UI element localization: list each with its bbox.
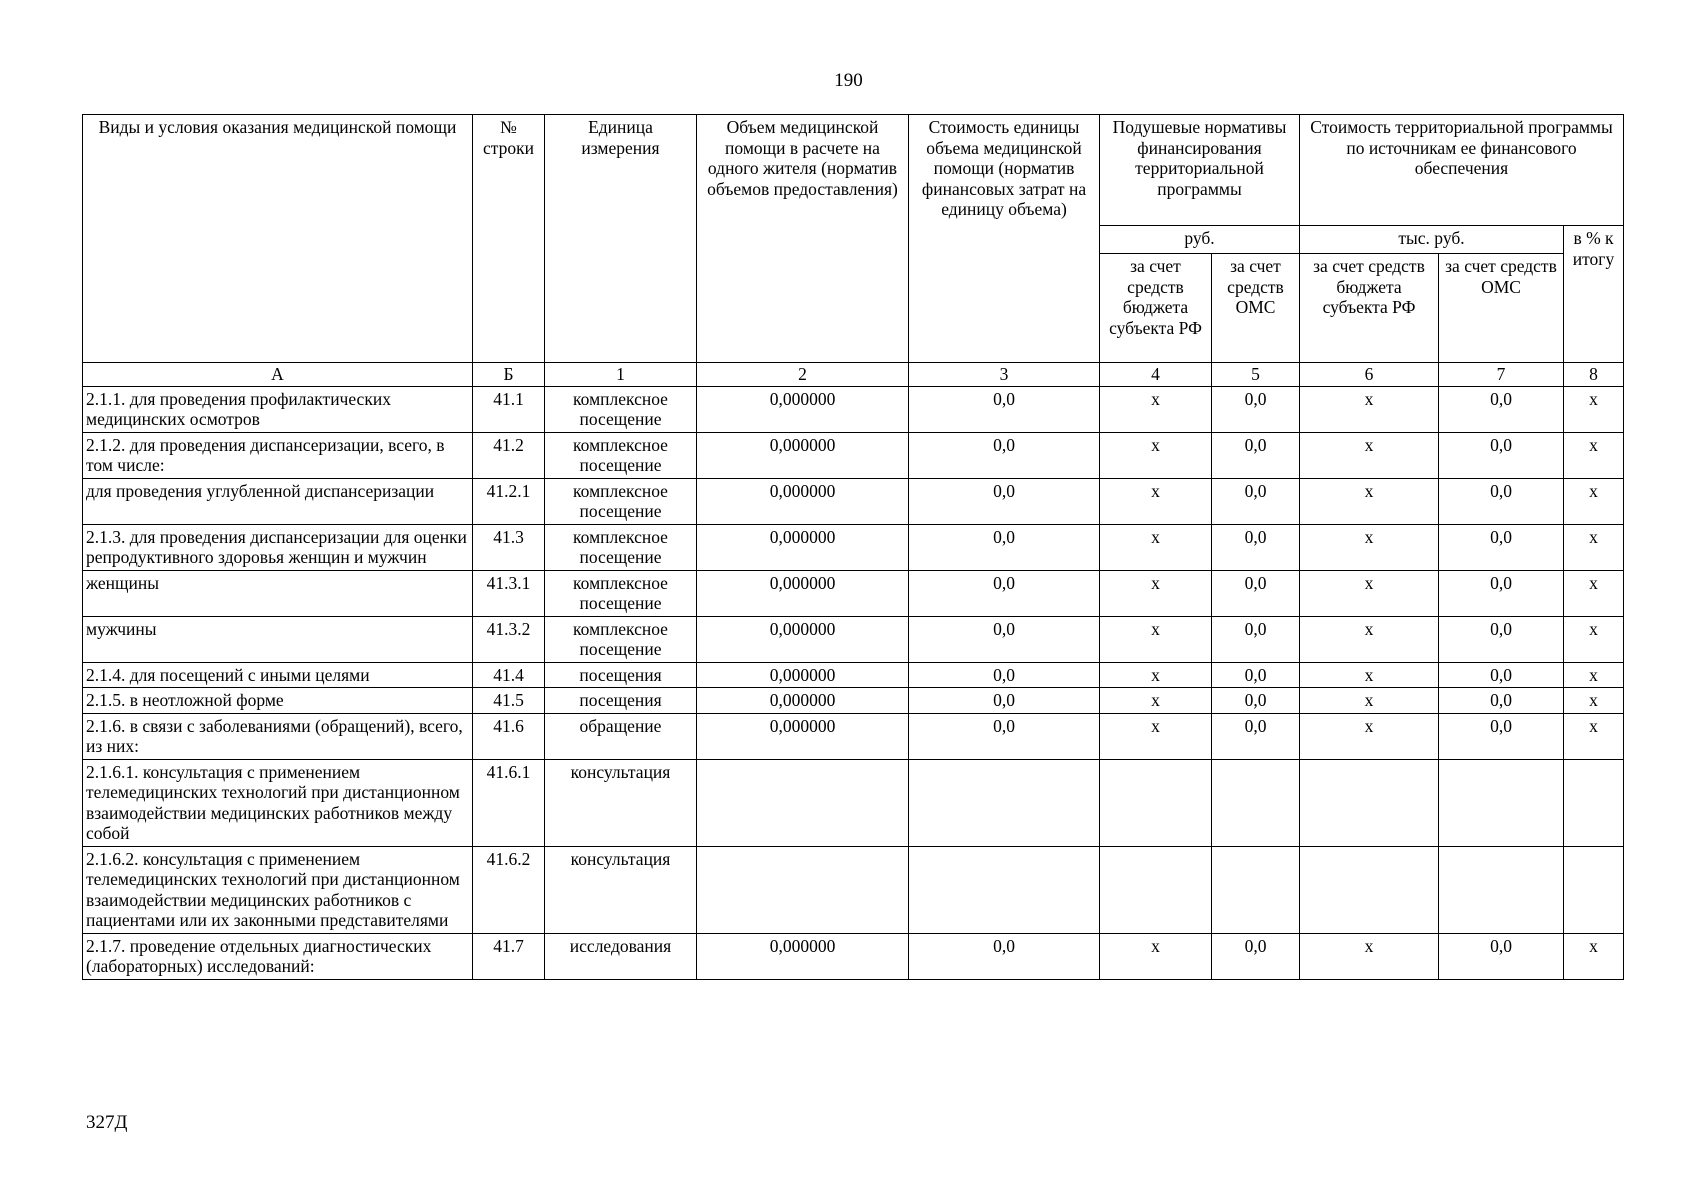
percent-of-total-cell: x bbox=[1564, 570, 1624, 616]
header-group-per-capita: Подушевые нормативы финансирования территориальной программы bbox=[1100, 115, 1300, 226]
oms-per-capita-cell: 0,0 bbox=[1212, 662, 1300, 688]
volume-norm-cell bbox=[697, 759, 909, 846]
oms-per-capita-cell: 0,0 bbox=[1212, 570, 1300, 616]
column-number: 5 bbox=[1212, 363, 1300, 387]
percent-of-total-cell: x bbox=[1564, 688, 1624, 714]
budget-cost-cell: x bbox=[1300, 713, 1439, 759]
table-row bbox=[83, 570, 1624, 616]
volume-norm-cell: 0,000000 bbox=[697, 478, 909, 524]
unit-cost-cell: 0,0 bbox=[909, 688, 1100, 714]
header-col-7: за счет средств ОМС bbox=[1439, 254, 1564, 363]
budget-cost-cell: x bbox=[1300, 616, 1439, 662]
oms-cost-cell: 0,0 bbox=[1439, 570, 1564, 616]
row-number-cell: 41.7 bbox=[473, 933, 545, 979]
column-number-row bbox=[83, 363, 1624, 387]
table-body bbox=[83, 363, 1624, 980]
unit-cost-cell: 0,0 bbox=[909, 713, 1100, 759]
header-col-3: Стоимость единицы объема медицинской помощи (норматив финансовых затрат на единицу объема) bbox=[909, 115, 1100, 363]
unit-cost-cell: 0,0 bbox=[909, 524, 1100, 570]
header-col-1: Единица измерения bbox=[545, 115, 697, 363]
budget-per-capita-cell: x bbox=[1100, 616, 1212, 662]
row-name-cell: для проведения углубленной диспансеризации bbox=[83, 478, 473, 524]
oms-per-capita-cell: 0,0 bbox=[1212, 933, 1300, 979]
unit-cost-cell: 0,0 bbox=[909, 478, 1100, 524]
budget-per-capita-cell: x bbox=[1100, 524, 1212, 570]
row-number-cell: 41.2.1 bbox=[473, 478, 545, 524]
row-number-cell: 41.3 bbox=[473, 524, 545, 570]
row-name-cell: 2.1.4. для посещений с иными целями bbox=[83, 662, 473, 688]
volume-norm-cell: 0,000000 bbox=[697, 662, 909, 688]
header-group-cost: Стоимость территориальной программы по источникам ее финансового обеспечения bbox=[1300, 115, 1624, 226]
oms-cost-cell: 0,0 bbox=[1439, 933, 1564, 979]
table-row bbox=[83, 759, 1624, 846]
budget-cost-cell bbox=[1300, 846, 1439, 933]
table-row bbox=[83, 713, 1624, 759]
row-name-cell: 2.1.7. проведение отдельных диагностических (лабораторных) исследований: bbox=[83, 933, 473, 979]
row-name-cell: 2.1.3. для проведения диспансеризации для оценки репродуктивного здоровья женщин и мужчин bbox=[83, 524, 473, 570]
row-number-cell: 41.6.1 bbox=[473, 759, 545, 846]
page-number: 190 bbox=[834, 70, 863, 91]
table-row bbox=[83, 478, 1624, 524]
column-number: Б bbox=[473, 363, 545, 387]
oms-cost-cell bbox=[1439, 759, 1564, 846]
row-number-cell: 41.6.2 bbox=[473, 846, 545, 933]
budget-cost-cell: x bbox=[1300, 570, 1439, 616]
column-number: А bbox=[83, 363, 473, 387]
unit-cell: комплексное посещение bbox=[545, 570, 697, 616]
row-name-cell: 2.1.6. в связи с заболеваниями (обращений), всего, из них: bbox=[83, 713, 473, 759]
oms-cost-cell bbox=[1439, 846, 1564, 933]
oms-cost-cell: 0,0 bbox=[1439, 478, 1564, 524]
oms-per-capita-cell bbox=[1212, 846, 1300, 933]
budget-cost-cell: x bbox=[1300, 688, 1439, 714]
header-col-5: за счет средств ОМС bbox=[1212, 254, 1300, 363]
unit-cell: консультация bbox=[545, 846, 697, 933]
budget-per-capita-cell: x bbox=[1100, 713, 1212, 759]
unit-cell: посещения bbox=[545, 688, 697, 714]
unit-cost-cell bbox=[909, 846, 1100, 933]
column-number: 1 bbox=[545, 363, 697, 387]
unit-cell: посещения bbox=[545, 662, 697, 688]
budget-cost-cell: x bbox=[1300, 478, 1439, 524]
volume-norm-cell: 0,000000 bbox=[697, 713, 909, 759]
table-row bbox=[83, 688, 1624, 714]
unit-cell: комплексное посещение bbox=[545, 478, 697, 524]
volume-norm-cell: 0,000000 bbox=[697, 524, 909, 570]
header-col-8: в % к итогу bbox=[1564, 226, 1624, 363]
oms-cost-cell: 0,0 bbox=[1439, 662, 1564, 688]
percent-of-total-cell bbox=[1564, 759, 1624, 846]
unit-cost-cell: 0,0 bbox=[909, 933, 1100, 979]
row-name-cell: 2.1.2. для проведения диспансеризации, всего, в том числе: bbox=[83, 432, 473, 478]
column-number: 3 bbox=[909, 363, 1100, 387]
footer-code: 327Д bbox=[86, 1112, 128, 1133]
percent-of-total-cell: x bbox=[1564, 432, 1624, 478]
volume-norm-cell: 0,000000 bbox=[697, 616, 909, 662]
column-number: 7 bbox=[1439, 363, 1564, 387]
row-number-cell: 41.3.2 bbox=[473, 616, 545, 662]
budget-cost-cell bbox=[1300, 759, 1439, 846]
row-name-cell: 2.1.5. в неотложной форме bbox=[83, 688, 473, 714]
budget-per-capita-cell: x bbox=[1100, 478, 1212, 524]
budget-cost-cell: x bbox=[1300, 524, 1439, 570]
budget-cost-cell: x bbox=[1300, 933, 1439, 979]
percent-of-total-cell: x bbox=[1564, 933, 1624, 979]
oms-per-capita-cell: 0,0 bbox=[1212, 432, 1300, 478]
unit-cell: исследования bbox=[545, 933, 697, 979]
table-row bbox=[83, 846, 1624, 933]
unit-cost-cell: 0,0 bbox=[909, 432, 1100, 478]
unit-cell: комплексное посещение bbox=[545, 616, 697, 662]
row-number-cell: 41.5 bbox=[473, 688, 545, 714]
volume-norm-cell bbox=[697, 846, 909, 933]
unit-cost-cell bbox=[909, 759, 1100, 846]
volume-norm-cell: 0,000000 bbox=[697, 432, 909, 478]
oms-per-capita-cell: 0,0 bbox=[1212, 478, 1300, 524]
medical-care-table bbox=[82, 114, 1624, 980]
table-row bbox=[83, 616, 1624, 662]
percent-of-total-cell: x bbox=[1564, 713, 1624, 759]
unit-cell: комплексное посещение bbox=[545, 524, 697, 570]
oms-per-capita-cell: 0,0 bbox=[1212, 616, 1300, 662]
table-header bbox=[83, 115, 1624, 363]
row-name-cell: 2.1.6.2. консультация с применением телемедицинских технологий при дистанционном взаимодействии медицинских работников с пациентами или их законными представителями bbox=[83, 846, 473, 933]
row-name-cell: 2.1.1. для проведения профилактических медицинских осмотров bbox=[83, 386, 473, 432]
percent-of-total-cell: x bbox=[1564, 616, 1624, 662]
row-name-cell: женщины bbox=[83, 570, 473, 616]
header-col-2: Объем медицинской помощи в расчете на одного жителя (норматив объемов предоставления) bbox=[697, 115, 909, 363]
budget-cost-cell: x bbox=[1300, 386, 1439, 432]
header-col-b: № строки bbox=[473, 115, 545, 363]
budget-per-capita-cell: x bbox=[1100, 662, 1212, 688]
budget-cost-cell: x bbox=[1300, 432, 1439, 478]
percent-of-total-cell bbox=[1564, 846, 1624, 933]
header-unit-rub: руб. bbox=[1100, 226, 1300, 254]
oms-per-capita-cell: 0,0 bbox=[1212, 713, 1300, 759]
oms-per-capita-cell bbox=[1212, 759, 1300, 846]
percent-of-total-cell: x bbox=[1564, 662, 1624, 688]
budget-per-capita-cell: x bbox=[1100, 432, 1212, 478]
budget-cost-cell: x bbox=[1300, 662, 1439, 688]
unit-cell: комплексное посещение bbox=[545, 432, 697, 478]
unit-cost-cell: 0,0 bbox=[909, 616, 1100, 662]
header-unit-thousand-rub: тыс. руб. bbox=[1300, 226, 1564, 254]
unit-cell: комплексное посещение bbox=[545, 386, 697, 432]
percent-of-total-cell: x bbox=[1564, 524, 1624, 570]
percent-of-total-cell: x bbox=[1564, 478, 1624, 524]
budget-per-capita-cell: x bbox=[1100, 933, 1212, 979]
oms-cost-cell: 0,0 bbox=[1439, 432, 1564, 478]
column-number: 6 bbox=[1300, 363, 1439, 387]
column-number: 8 bbox=[1564, 363, 1624, 387]
table-row bbox=[83, 432, 1624, 478]
row-number-cell: 41.6 bbox=[473, 713, 545, 759]
oms-per-capita-cell: 0,0 bbox=[1212, 524, 1300, 570]
medical-care-table-container bbox=[82, 114, 1623, 980]
percent-of-total-cell: x bbox=[1564, 386, 1624, 432]
unit-cell: обращение bbox=[545, 713, 697, 759]
oms-cost-cell: 0,0 bbox=[1439, 386, 1564, 432]
header-col-4: за счет средств бюджета субъекта РФ bbox=[1100, 254, 1212, 363]
row-number-cell: 41.2 bbox=[473, 432, 545, 478]
table-row bbox=[83, 662, 1624, 688]
column-number: 4 bbox=[1100, 363, 1212, 387]
table-row bbox=[83, 524, 1624, 570]
row-name-cell: 2.1.6.1. консультация с применением телемедицинских технологий при дистанционном взаимодействии медицинских работников между собой bbox=[83, 759, 473, 846]
unit-cost-cell: 0,0 bbox=[909, 386, 1100, 432]
table-row bbox=[83, 933, 1624, 979]
volume-norm-cell: 0,000000 bbox=[697, 570, 909, 616]
budget-per-capita-cell bbox=[1100, 846, 1212, 933]
table-row bbox=[83, 386, 1624, 432]
budget-per-capita-cell bbox=[1100, 759, 1212, 846]
oms-cost-cell: 0,0 bbox=[1439, 524, 1564, 570]
volume-norm-cell: 0,000000 bbox=[697, 386, 909, 432]
budget-per-capita-cell: x bbox=[1100, 386, 1212, 432]
volume-norm-cell: 0,000000 bbox=[697, 933, 909, 979]
volume-norm-cell: 0,000000 bbox=[697, 688, 909, 714]
row-name-cell: мужчины bbox=[83, 616, 473, 662]
unit-cell: консультация bbox=[545, 759, 697, 846]
oms-cost-cell: 0,0 bbox=[1439, 688, 1564, 714]
oms-cost-cell: 0,0 bbox=[1439, 713, 1564, 759]
header-col-a: Виды и условия оказания медицинской помощи bbox=[83, 115, 473, 363]
unit-cost-cell: 0,0 bbox=[909, 570, 1100, 616]
budget-per-capita-cell: x bbox=[1100, 688, 1212, 714]
row-number-cell: 41.4 bbox=[473, 662, 545, 688]
oms-per-capita-cell: 0,0 bbox=[1212, 688, 1300, 714]
column-number: 2 bbox=[697, 363, 909, 387]
oms-cost-cell: 0,0 bbox=[1439, 616, 1564, 662]
row-number-cell: 41.3.1 bbox=[473, 570, 545, 616]
row-number-cell: 41.1 bbox=[473, 386, 545, 432]
oms-per-capita-cell: 0,0 bbox=[1212, 386, 1300, 432]
unit-cost-cell: 0,0 bbox=[909, 662, 1100, 688]
header-col-6: за счет средств бюджета субъекта РФ bbox=[1300, 254, 1439, 363]
budget-per-capita-cell: x bbox=[1100, 570, 1212, 616]
